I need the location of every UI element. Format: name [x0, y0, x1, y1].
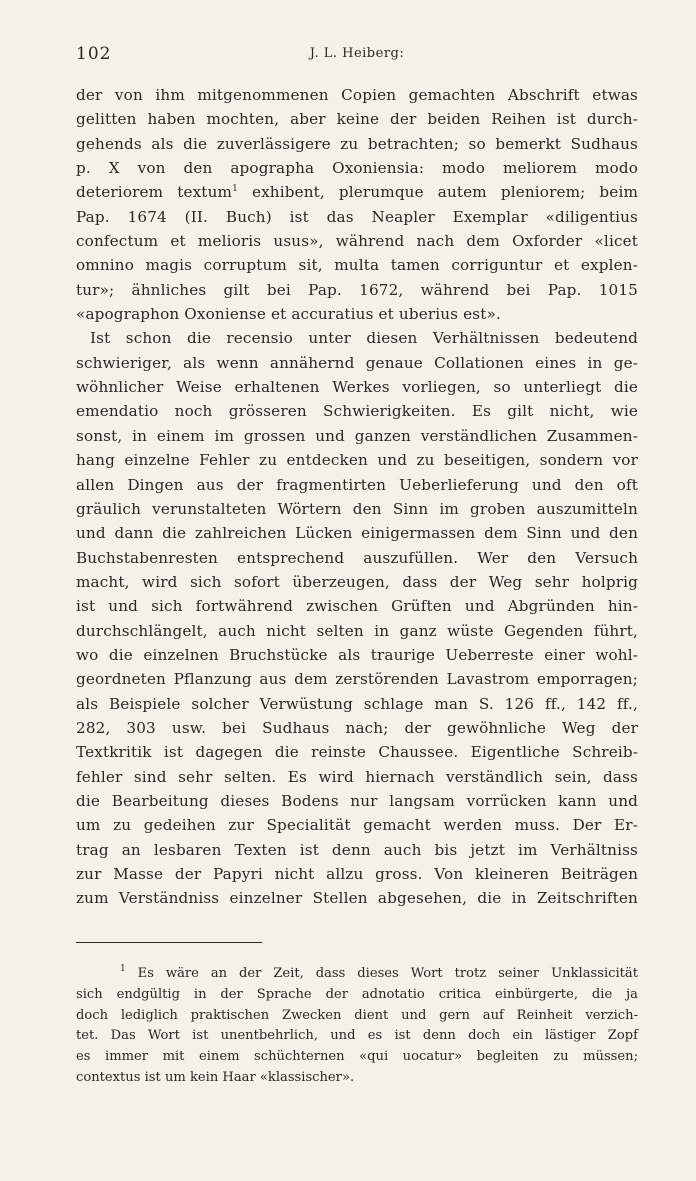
body-line-text: exhibent, plerumque autem pleniorem; beim [237, 183, 638, 202]
body-line: gräulich verunstalteten Wörtern den Sinn im groben auszumitteln [76, 499, 638, 518]
body-line: «apographon Oxoniense et accuratius et uberius est». [76, 305, 501, 324]
body-line [76, 180, 638, 204]
body-line: fehler sind sehr selten. Es wird hiernach verständlich sein, dass [76, 767, 638, 786]
footnote-reference: 1 [232, 184, 238, 195]
footnote-line: tet. Das Wort ist unentbehrlich, und es ist denn doch ein lästiger Zopf [76, 1028, 638, 1044]
body-line: Buchstabenresten entsprechend auszufüllen. Wer den Versuch [76, 548, 638, 567]
footnote-line [76, 964, 638, 985]
body-line: gelitten haben mochten, aber keine der beiden Reihen ist durch- [76, 110, 638, 129]
body-line: Textkritik ist dagegen die reinste Chaussee. Eigentliche Schreib- [76, 743, 638, 762]
body-line: Ist schon die recensio unter diesen Verhältnissen bedeutend [90, 329, 638, 348]
body-line: trag an lesbaren Texten ist denn auch bis jetzt im Verhältniss [76, 840, 638, 859]
running-head: J. L. Heiberg: [309, 46, 405, 61]
footnote-line-text: Es wäre an der Zeit, dass dieses Wort trotz seiner Unklassicität [137, 966, 638, 981]
body-line: und dann die zahlreichen Lücken einigermassen dem Sinn und den [76, 524, 638, 543]
body-line: confectum et melioris usus», während nach dem Oxforder «licet [76, 232, 638, 251]
body-line-text: deteriorem textum [76, 183, 233, 202]
body-line: macht, wird sich sofort überzeugen, dass der Weg sehr holprig [76, 572, 638, 591]
body-line: hang einzelne Fehler zu entdecken und zu beseitigen, sondern vor [76, 451, 638, 470]
body-line: wöhnlicher Weise erhaltenen Werkes vorliegen, so unterliegt die [76, 378, 638, 397]
body-line: emendatio noch grösseren Schwierigkeiten. Es gilt nicht, wie [76, 402, 638, 421]
body-line: omnino magis corruptum sit, multa tamen corriguntur et explen- [76, 256, 638, 275]
body-line: als Beispiele solcher Verwüstung schlage man S. 126 ff., 142 ff., [76, 694, 638, 713]
body-line: tur»; ähnliches gilt bei Pap. 1672, während bei Pap. 1015 [76, 280, 638, 299]
body-line: die Bearbeitung dieses Bodens nur langsam vorrücken kann und [76, 791, 638, 810]
body-line: geordneten Pflanzung aus dem zerstörenden Lavastrom emporragen; [76, 670, 638, 689]
body-line: gehends als die zuverlässigere zu betrachten; so bemerkt Sudhaus [76, 134, 638, 153]
page-number: 102 [76, 44, 112, 64]
footnote-line: contextus ist um kein Haar «klassischer». [76, 1069, 355, 1085]
body-line: um zu gedeihen zur Specialität gemacht werden muss. Der Er- [76, 816, 638, 835]
footnote [76, 964, 638, 1089]
body-line: schwieriger, als wenn annähernd genaue Collationen eines in ge- [76, 353, 638, 372]
body-line: ist und sich fortwährend zwischen Grüften und Abgründen hin- [76, 597, 638, 616]
page-header [76, 36, 638, 66]
footnote-line: sich endgültig in der Sprache der adnotatio critica einbürgerte, die ja [76, 986, 638, 1002]
body-line: allen Dingen aus der fragmentirten Ueberlieferung und den oft [76, 475, 638, 494]
body-line: 282, 303 usw. bei Sudhaus nach; der gewöhnliche Weg der [76, 718, 638, 737]
footnote-line: es immer mit einem schüchternen «qui uocatur» begleiten zu müssen; [76, 1049, 638, 1065]
body-line: Pap. 1674 (II. Buch) ist das Neapler Exemplar «diligentius [76, 207, 638, 226]
body-line: wo die einzelnen Bruchstücke als traurige Ueberreste einer wohl- [76, 645, 638, 664]
body-line: p. X von den apographa Oxoniensia: modo meliorem modo [76, 159, 638, 178]
footnote-line: doch lediglich praktischen Zwecken dient und gern auf Reinheit verzich- [76, 1007, 638, 1023]
body-text [76, 83, 638, 911]
body-line: der von ihm mitgenommenen Copien gemachten Abschrift etwas [76, 86, 638, 104]
body-line: zur Masse der Papyri nicht allzu gross. Von kleineren Beiträgen [76, 865, 638, 883]
footnote-marker: 1 [120, 964, 126, 974]
body-line: sonst, in einem im grossen und ganzen verständlichen Zusammen- [76, 426, 638, 445]
body-line: durchschlängelt, auch nicht selten in ganz wüste Gegenden führt, [76, 621, 638, 640]
footnote-divider [76, 942, 262, 943]
body-line: zum Verständniss einzelner Stellen abgesehen, die in Zeitschriften [76, 889, 638, 908]
